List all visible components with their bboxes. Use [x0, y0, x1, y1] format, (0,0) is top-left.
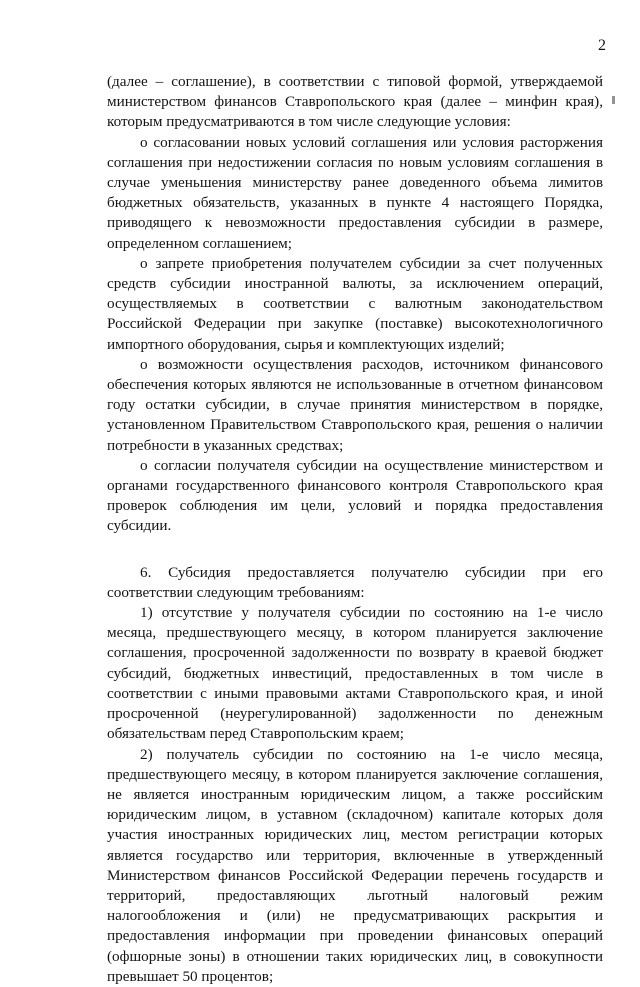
margin-mark: [612, 96, 615, 104]
paragraph-condition-currency: о запрете приобретения получателем субсидии за счет полученных средств субсидии иностранной валюты, за исключением операций, осуществляемых в соответствии с валютным законодательством Российской Федерации при закупке (поставке) высокотехнологичного импортного оборудования, сырья и комплектующих изделий;: [107, 254, 603, 353]
paragraph-gap: [107, 537, 603, 563]
paragraph-agreement-intro: (далее – соглашение), в соответствии с типовой формой, утверждаемой министерством финансов Ставропольского края (далее – минфин края), которым предусматриваются в том числе следующие условия:: [107, 73, 603, 131]
page-number: 2: [598, 37, 606, 54]
paragraph-requirement-1: 1) отсутствие у получателя субсидии по состоянию на 1-е число месяца, предшествующего месяцу, в котором планируется заключение соглашения, просроченной задолженности по возврату в краевой бюджет субсидий, бюджетных инвестиций, предоставленных в том числе в соответствии с иными правовыми актами Ставропольского края, и иной просроченной (неурегулированной) задолженности по денежным обязательствам перед Ставропольским краем;: [107, 604, 603, 743]
paragraph-section-6: 6. Субсидия предоставляется получателю субсидии при его соответствии следующим требованиям:: [107, 563, 603, 601]
paragraph-condition-new-terms: о согласовании новых условий соглашения или условия расторжения соглашения при недостижении согласия по новым условиям соглашения в случае уменьшения министерству ранее доведенного объема лимитов бюджетных обязательств, указанных в пункте 4 настоящего Порядка, приводящего к невозможности предоставления субсидии в размере, определенном соглашением;: [107, 133, 603, 252]
paragraph-requirement-2: 2) получатель субсидии по состоянию на 1-е число месяца, предшествующего месяцу, в котором планируется заключение соглашения, не является иностранным юридическим лицом, а также российским юридическим лицом, в уставном (складочном) капитале которых доля участия иностранных юридических лиц, местом регистрации которых является государство или территория, включенные в утвержденный Министерством финансов Российской Федерации перечень государств и территорий, предоставляющих льготный налоговый режим налогообложения и (или) не предусматривающих раскрытия и предоставления информации при проведении финансовых операций (офшорные зоны) в отношении таких юридических лиц, в совокупности превышает 50 процентов;: [107, 745, 603, 985]
paragraph-condition-control: о согласии получателя субсидии на осуществление министерством и органами государственного финансового контроля Ставропольского края проверок соблюдения им цели, условий и порядка предоставления субсидии.: [107, 456, 603, 535]
document-body: [107, 72, 603, 987]
paragraph-condition-remainders: о возможности осуществления расходов, источником финансового обеспечения которых являются не использованные в отчетном финансовом году остатки субсидии, в случае принятия министерством в порядке, установленном Правительством Ставропольского края, решения о наличии потребности в указанных средствах;: [107, 355, 603, 454]
